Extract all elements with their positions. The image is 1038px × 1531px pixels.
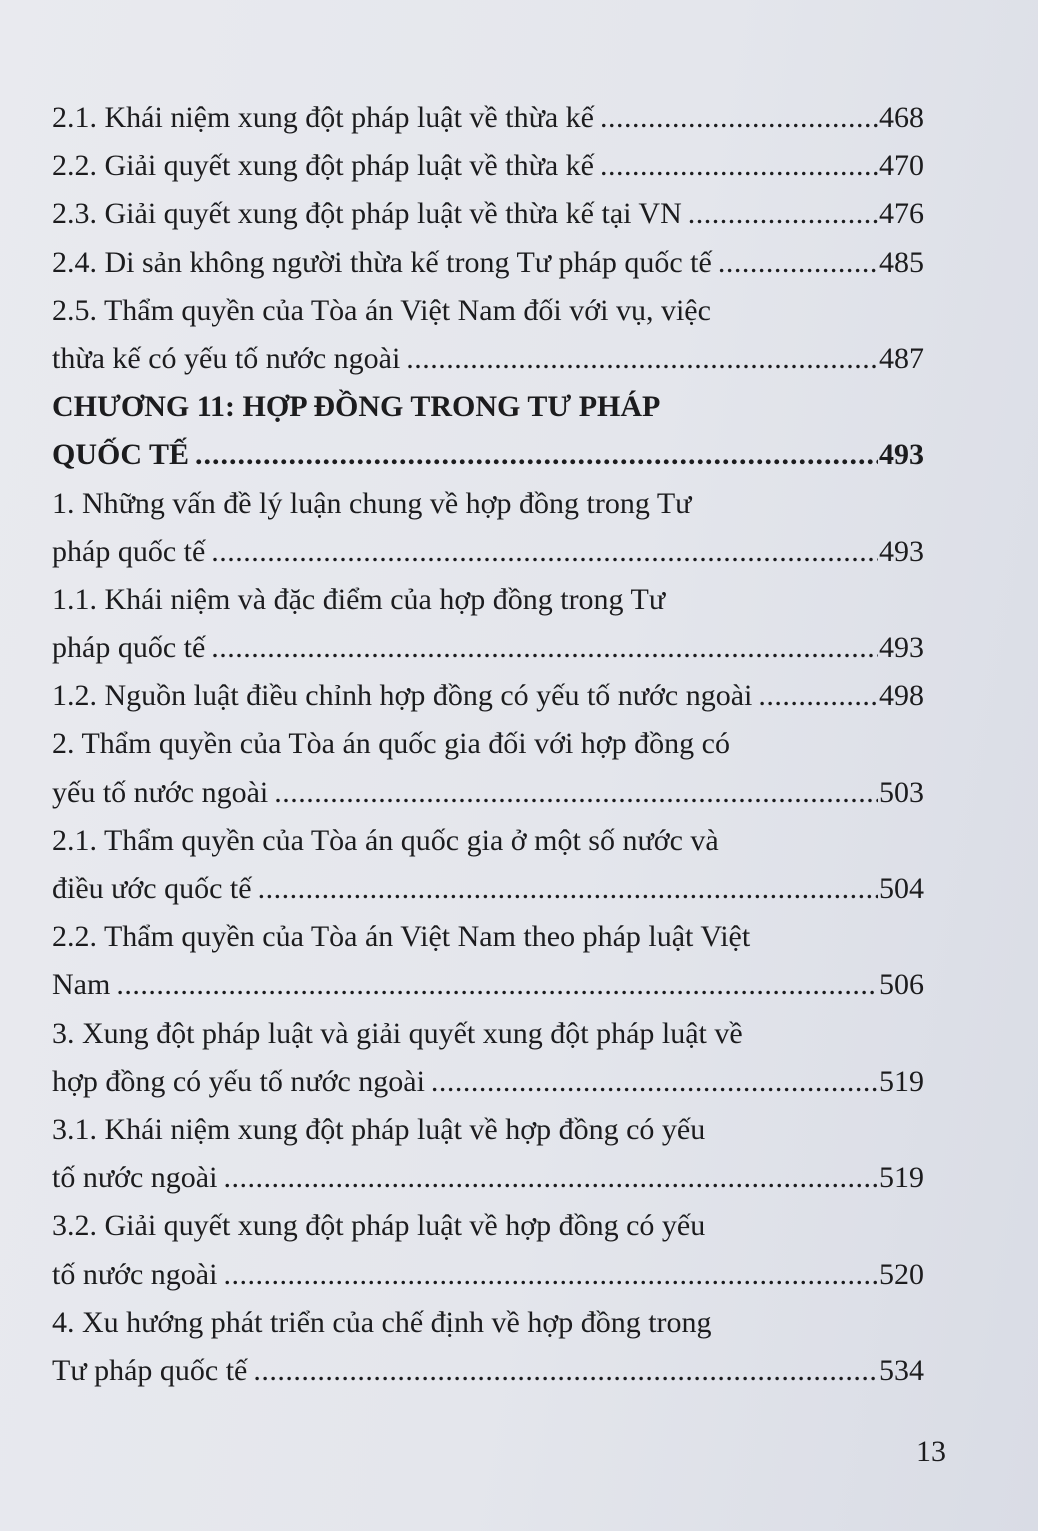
toc-entry-text: 1. Những vấn đề lý luận chung về hợp đồng trong Tư xyxy=(52,486,692,520)
toc-page-number: 520 xyxy=(879,1257,924,1291)
toc-page-number: 503 xyxy=(879,775,924,809)
toc-entry xyxy=(52,865,924,913)
toc-entry xyxy=(52,1251,924,1299)
toc-page-number: 485 xyxy=(879,245,924,279)
table-of-contents xyxy=(52,94,924,1395)
toc-entry xyxy=(52,1154,924,1202)
dot-leader xyxy=(253,1347,878,1395)
toc-entry xyxy=(52,528,924,576)
toc-entry xyxy=(52,624,924,672)
toc-entry-text: điều ước quốc tế xyxy=(52,872,252,905)
dot-leader xyxy=(258,865,878,913)
toc-entry-text: 1.2. Nguồn luật điều chỉnh hợp đồng có yếu tố nước ngoài xyxy=(52,679,753,713)
toc-entry-text: 4. Xu hướng phát triển của chế định về hợp đồng trong xyxy=(52,1305,712,1339)
toc-entry xyxy=(52,961,924,1009)
dot-leader xyxy=(223,1251,878,1299)
toc-entry-text: tố nước ngoài xyxy=(52,1161,218,1195)
dot-leader xyxy=(211,624,878,672)
toc-page-number: 506 xyxy=(879,968,924,1002)
chapter-heading xyxy=(52,431,924,479)
toc-entry-first-line xyxy=(52,576,924,624)
chapter-heading-first-line xyxy=(52,383,924,431)
dot-leader xyxy=(116,961,878,1009)
toc-entry-first-line xyxy=(52,720,924,768)
dot-leader xyxy=(600,142,878,190)
dot-leader xyxy=(406,335,878,383)
toc-entry-first-line xyxy=(52,1106,924,1154)
toc-page-number: 476 xyxy=(879,197,924,231)
dot-leader xyxy=(211,528,878,576)
toc-entry-text: pháp quốc tế xyxy=(52,631,206,665)
dot-leader xyxy=(431,1058,878,1106)
toc-entry xyxy=(52,239,924,287)
toc-entry xyxy=(52,769,924,817)
toc-entry-first-line xyxy=(52,913,924,961)
toc-entry-text: 3.1. Khái niệm xung đột pháp luật về hợp đồng có yếu xyxy=(52,1112,706,1146)
toc-entry-text: 2.5. Thẩm quyền của Tòa án Việt Nam đối với vụ, việc xyxy=(52,293,711,327)
toc-entry-text: 2. Thẩm quyền của Tòa án quốc gia đối với hợp đồng có xyxy=(52,727,730,761)
toc-entry-text: Nam xyxy=(52,968,111,1002)
toc-entry-text: hợp đồng có yếu tố nước ngoài xyxy=(52,1064,425,1098)
toc-entry xyxy=(52,335,924,383)
toc-entry-first-line xyxy=(52,1299,924,1347)
toc-entry xyxy=(52,672,924,720)
toc-page-number: 470 xyxy=(879,149,924,183)
toc-entry-text: thừa kế có yếu tố nước ngoài xyxy=(52,341,401,375)
toc-entry-text: yếu tố nước ngoài xyxy=(52,775,269,809)
toc-page-number: 534 xyxy=(879,1353,924,1387)
dot-leader xyxy=(274,769,878,817)
toc-entry-first-line xyxy=(52,480,924,528)
dot-leader xyxy=(600,94,878,142)
toc-entry xyxy=(52,142,924,190)
toc-page-number: 519 xyxy=(879,1161,924,1195)
toc-entry-text: 2.3. Giải quyết xung đột pháp luật về thừa kế tại VN xyxy=(52,197,682,231)
toc-entry xyxy=(52,1347,924,1395)
dot-leader xyxy=(223,1154,878,1202)
dot-leader xyxy=(688,190,878,238)
toc-page-number: 498 xyxy=(879,679,924,713)
toc-entry xyxy=(52,1058,924,1106)
toc-entry-text: 3. Xung đột pháp luật và giải quyết xung đột pháp luật về xyxy=(52,1016,743,1050)
toc-entry-first-line xyxy=(52,287,924,335)
toc-entry-text: pháp quốc tế xyxy=(52,534,206,568)
toc-entry-first-line xyxy=(52,1202,924,1250)
chapter-heading-text: QUỐC TẾ xyxy=(52,438,189,472)
toc-page-number: 519 xyxy=(879,1064,924,1098)
toc-page-number: 487 xyxy=(879,341,924,375)
toc-entry-first-line xyxy=(52,817,924,865)
toc-entry-text: 2.4. Di sản không người thừa kế trong Tư pháp quốc tế xyxy=(52,245,712,279)
chapter-heading-text: CHƯƠNG 11: HỢP ĐỒNG TRONG TƯ PHÁP xyxy=(52,390,661,424)
toc-entry-text: 2.2. Thẩm quyền của Tòa án Việt Nam theo pháp luật Việt xyxy=(52,920,751,954)
toc-page-number: 493 xyxy=(879,534,924,568)
page-number: 13 xyxy=(916,1435,946,1468)
toc-entry-text: Tư pháp quốc tế xyxy=(52,1353,248,1387)
toc-entry-text: 2.1. Khái niệm xung đột pháp luật về thừa kế xyxy=(52,101,594,134)
toc-entry xyxy=(52,190,924,238)
dot-leader xyxy=(758,672,878,720)
toc-entry-text: 3.2. Giải quyết xung đột pháp luật về hợp đồng có yếu xyxy=(52,1209,706,1243)
toc-entry-text: 2.1. Thẩm quyền của Tòa án quốc gia ở một số nước và xyxy=(52,823,719,857)
toc-page-number: 468 xyxy=(879,101,924,134)
dot-leader xyxy=(718,239,878,287)
toc-entry xyxy=(52,94,924,142)
toc-entry-text: 2.2. Giải quyết xung đột pháp luật về thừa kế xyxy=(52,149,594,183)
toc-page-number: 504 xyxy=(879,872,924,905)
toc-page-number: 493 xyxy=(879,438,924,472)
toc-page-number: 493 xyxy=(879,631,924,665)
toc-entry-first-line xyxy=(52,1010,924,1058)
toc-entry-text: 1.1. Khái niệm và đặc điểm của hợp đồng trong Tư xyxy=(52,582,666,616)
toc-entry-text: tố nước ngoài xyxy=(52,1257,218,1291)
dot-leader xyxy=(195,431,878,479)
